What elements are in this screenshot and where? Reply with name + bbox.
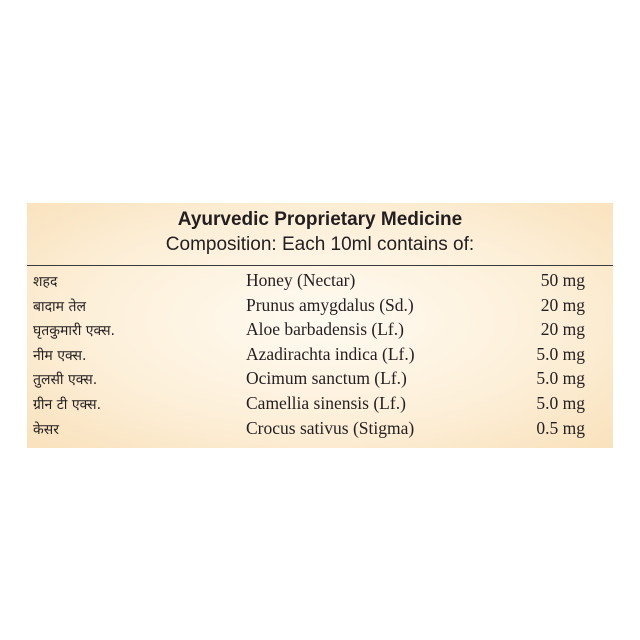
ingredient-botanical-name: Ocimum sanctum (Lf.)	[246, 368, 407, 389]
composition-subtitle: Composition: Each 10ml contains of:	[165, 234, 475, 255]
ingredient-hindi-name: केसर	[33, 421, 59, 438]
ingredient-quantity: 50 mg	[540, 270, 585, 290]
ingredient-hindi-name: ग्रीन टी एक्स.	[33, 396, 102, 413]
ingredients-table	[27, 268, 613, 440]
ingredient-quantity: 5.0 mg	[536, 392, 585, 413]
ingredient-quantity: 5.0 mg	[536, 368, 585, 389]
ingredients-label-panel	[27, 203, 613, 448]
ingredient-row	[27, 293, 613, 318]
ingredient-hindi-name: शहद	[33, 274, 58, 290]
ingredient-botanical-name: Honey (Nectar)	[246, 270, 356, 290]
ingredient-hindi-name: बादाम तेल	[33, 298, 86, 315]
ingredient-quantity: 5.0 mg	[536, 343, 585, 364]
ingredient-row	[27, 317, 613, 342]
ingredient-row	[27, 268, 613, 293]
ingredient-row	[27, 391, 613, 416]
ingredient-hindi-name: नीम एक्स.	[33, 347, 87, 364]
ingredient-hindi-name: तुलसी एक्स.	[33, 372, 98, 389]
ingredient-row	[27, 342, 613, 367]
ingredient-botanical-name: Aloe barbadensis (Lf.)	[246, 319, 404, 340]
ingredient-botanical-name: Crocus sativus (Stigma)	[246, 417, 415, 438]
ingredient-botanical-name: Prunus amygdalus (Sd.)	[246, 294, 414, 315]
label-title: Ayurvedic Proprietary Medicine	[177, 209, 463, 230]
ingredient-quantity: 20 mg	[540, 319, 585, 340]
ingredient-hindi-name: घृतकुमारी एक्स.	[33, 323, 116, 340]
ingredient-quantity: 20 mg	[540, 294, 585, 315]
header-divider	[27, 265, 613, 266]
ingredient-row	[27, 366, 613, 391]
ingredient-row	[27, 416, 613, 441]
ingredient-botanical-name: Azadirachta indica (Lf.)	[246, 343, 415, 364]
ingredient-botanical-name: Camellia sinensis (Lf.)	[246, 392, 406, 413]
ingredient-quantity: 0.5 mg	[536, 417, 585, 438]
